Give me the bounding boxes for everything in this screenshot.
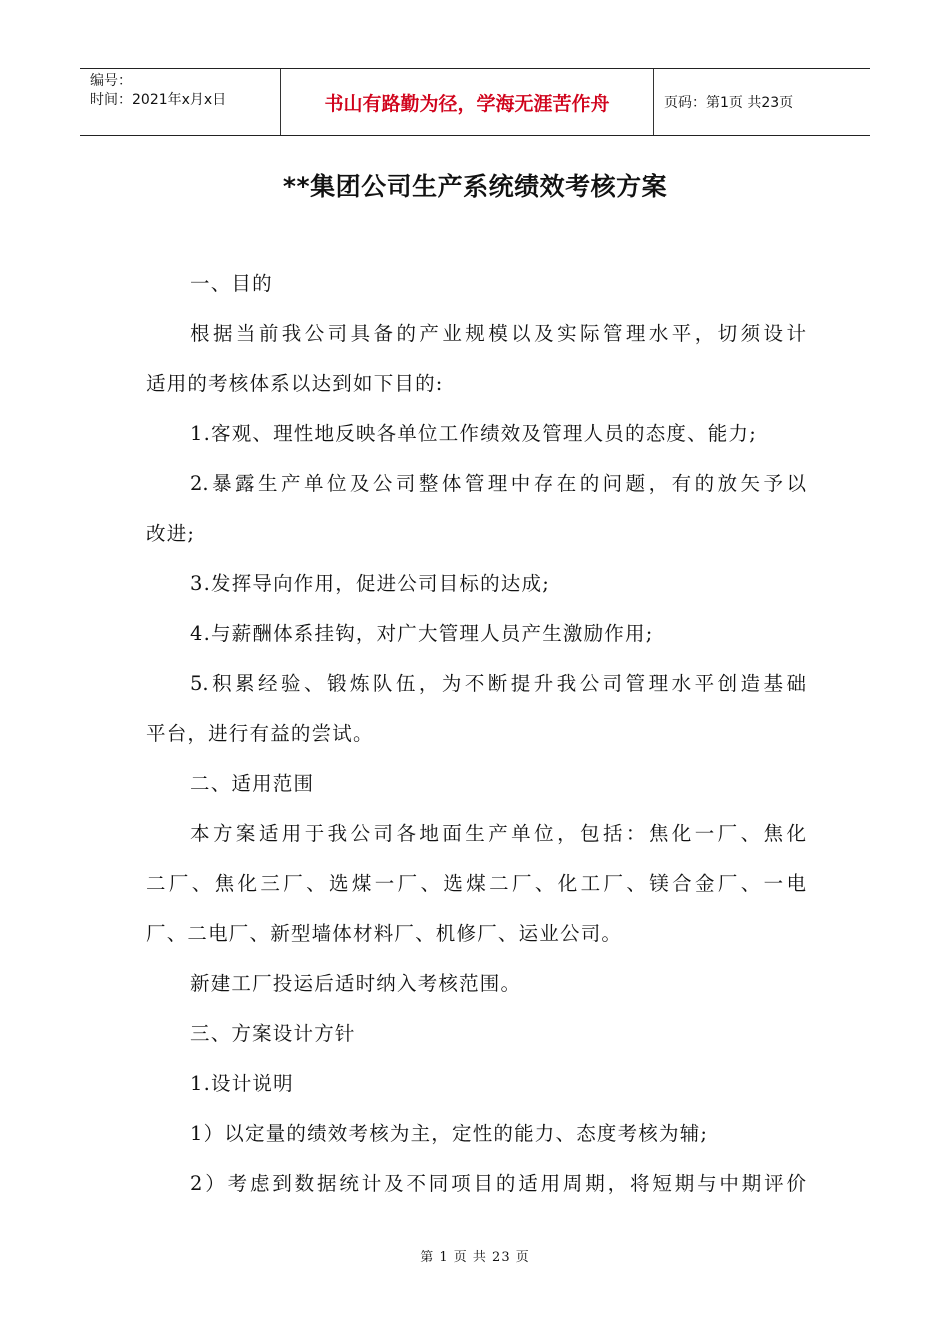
paragraph-line: 本方案适用于我公司各地面生产单位，包括：焦化一厂、焦化 [190,822,806,845]
document-body [146,262,806,1212]
list-item-continuation: 改进; [146,522,196,545]
number-label: 编号： [90,73,132,89]
subsection-heading: 1.设计说明 [190,1072,294,1095]
paragraph-line: 根据当前我公司具备的产业规模以及实际管理水平，切须设计 [190,322,806,345]
paragraph-line: 厂、二电厂、新型墙体材料厂、机修厂、运业公司。 [146,922,623,945]
section-heading: 二、适用范围 [190,772,315,795]
document-title: **集团公司生产系统绩效考核方案 [282,172,668,201]
list-item: 2.暴露生产单位及公司整体管理中存在的问题，有的放矢予以 [190,472,806,495]
section-heading: 一、目的 [190,272,273,295]
list-item: 3.发挥导向作用，促进公司目标的达成; [190,572,550,595]
list-item: 1.客观、理性地反映各单位工作绩效及管理人员的态度、能力; [190,422,757,445]
list-item: 4.与薪酬体系挂钩，对广大管理人员产生激励作用; [190,622,654,645]
page-footer: 第 1 页 共 23 页 [420,1250,530,1265]
list-item: 5.积累经验、锻炼队伍，为不断提升我公司管理水平创造基础 [190,672,806,695]
section-heading: 三、方案设计方针 [190,1022,356,1045]
document-header [80,68,870,136]
paragraph-line: 新建工厂投运后适时纳入考核范围。 [190,972,522,995]
paragraph-line: 适用的考核体系以达到如下目的: [146,372,444,395]
list-item: 1）以定量的绩效考核为主，定性的能力、态度考核为辅; [190,1122,709,1145]
page-info: 页码：第1页 共23页 [664,95,794,111]
motto-text: 书山有路勤为径，学海无涯苦作舟 [324,92,610,115]
list-item-continuation: 平台，进行有益的尝试。 [146,722,374,745]
time-label: 时间：2021年x月x日 [90,92,227,108]
header-motto-cell [281,69,654,135]
header-page-cell [654,69,870,135]
header-meta-cell [80,69,281,135]
list-item: 2）考虑到数据统计及不同项目的适用周期，将短期与中期评价 [190,1172,806,1195]
paragraph-line: 二厂、焦化三厂、选煤一厂、选煤二厂、化工厂、镁合金厂、一电 [146,872,806,895]
